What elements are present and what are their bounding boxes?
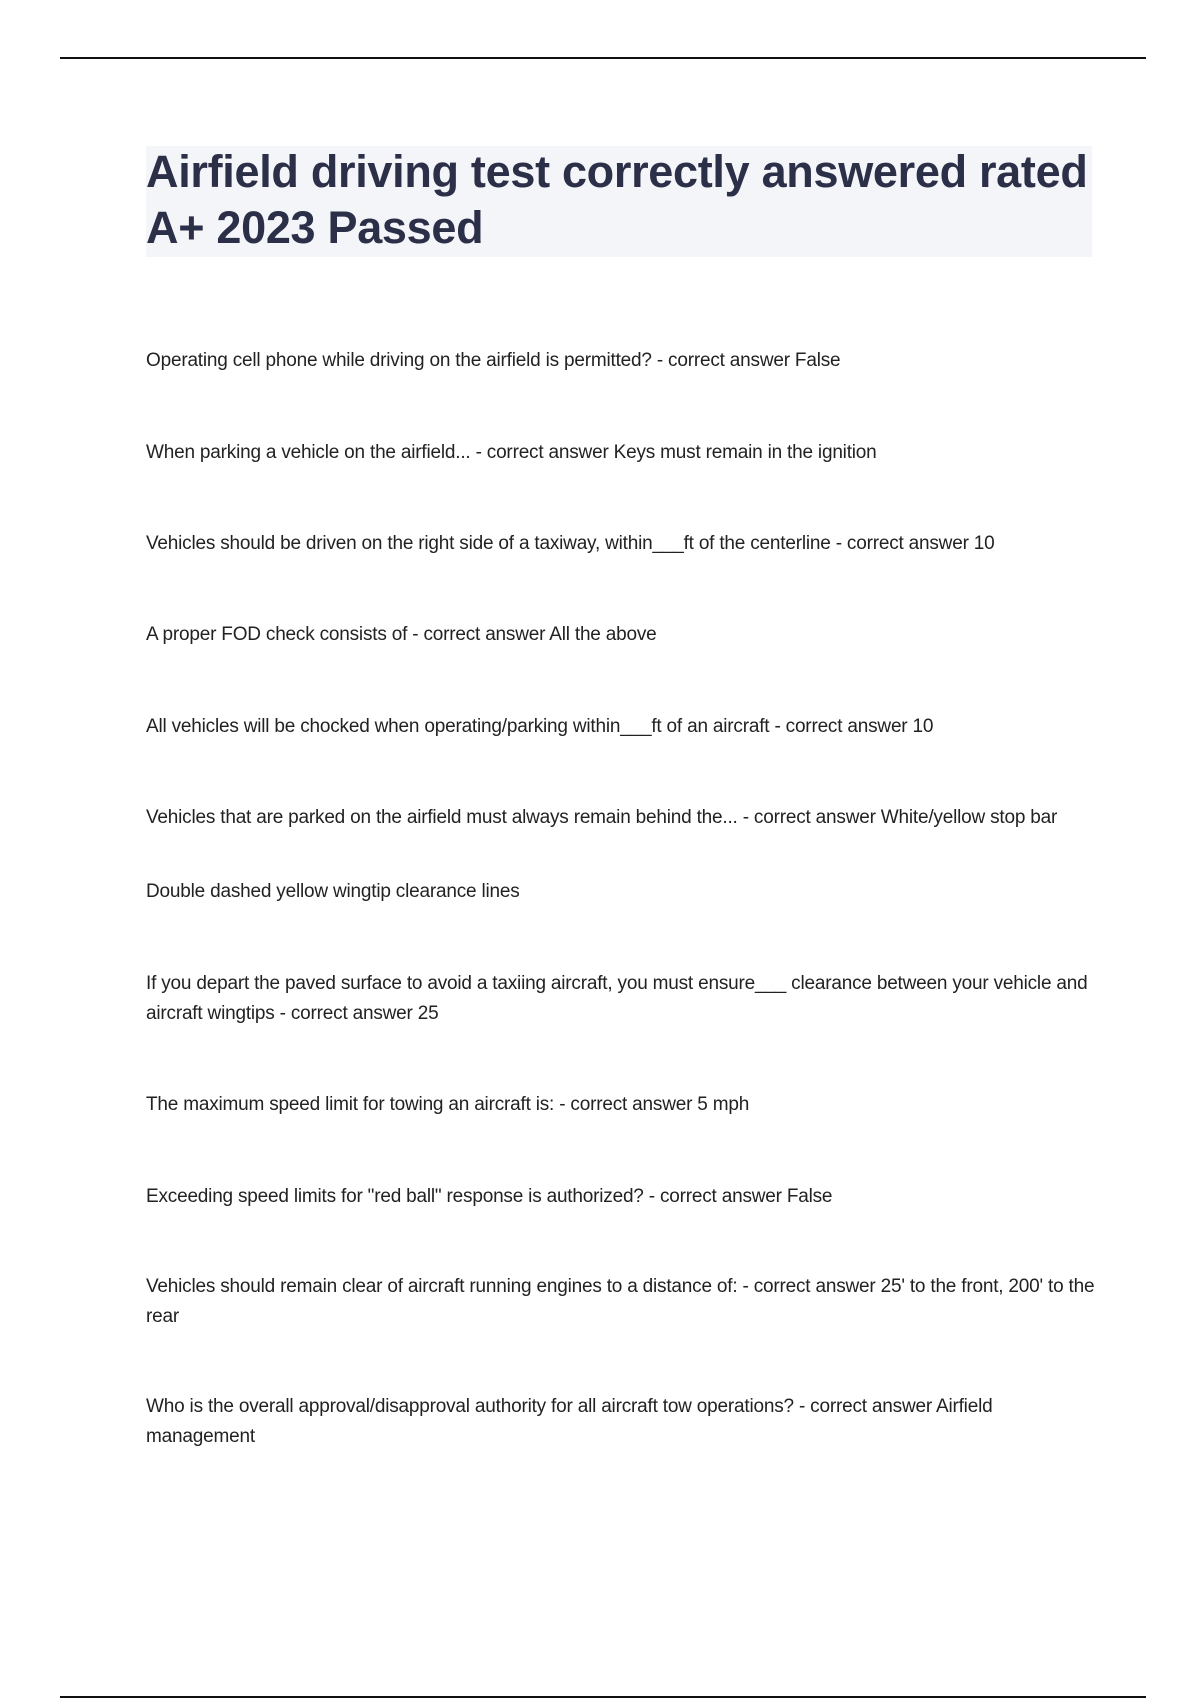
qa-item-continuation: Double dashed yellow wingtip clearance lines [146,881,520,902]
qa-item: Vehicles should be driven on the right side of a taxiway, within___ft of the centerline - correct answer 10 [146,533,995,554]
qa-item: Exceeding speed limits for "red ball" response is authorized? - correct answer False [146,1186,833,1207]
qa-item: All vehicles will be chocked when operating/parking within___ft of an aircraft - correct answer 10 [146,716,934,737]
qa-item: Vehicles should remain clear of aircraft running engines to a distance of: - correct answer 25' to the front, 200' to the rear [146,1276,1095,1327]
qa-item: Vehicles that are parked on the airfield must always remain behind the... - correct answer White/yellow stop bar [146,807,1058,828]
qa-item: The maximum speed limit for towing an aircraft is: - correct answer 5 mph [146,1094,750,1115]
bottom-rule [60,1696,1146,1698]
qa-item: If you depart the paved surface to avoid a taxiing aircraft, you must ensure___ clearance between your vehicle and aircraft wingtips - correct answer 25 [146,973,1088,1024]
qa-item: A proper FOD check consists of - correct answer All the above [146,624,657,645]
qa-item: Who is the overall approval/disapproval authority for all aircraft tow operations? - correct answer Airfield management [146,1396,993,1447]
document-title: Airfield driving test correctly answered rated A+ 2023 Passed [146,146,1088,253]
qa-item: Operating cell phone while driving on the airfield is permitted? - correct answer False [146,350,841,371]
top-rule [60,57,1146,59]
qa-item: When parking a vehicle on the airfield... - correct answer Keys must remain in the ignition [146,442,877,463]
